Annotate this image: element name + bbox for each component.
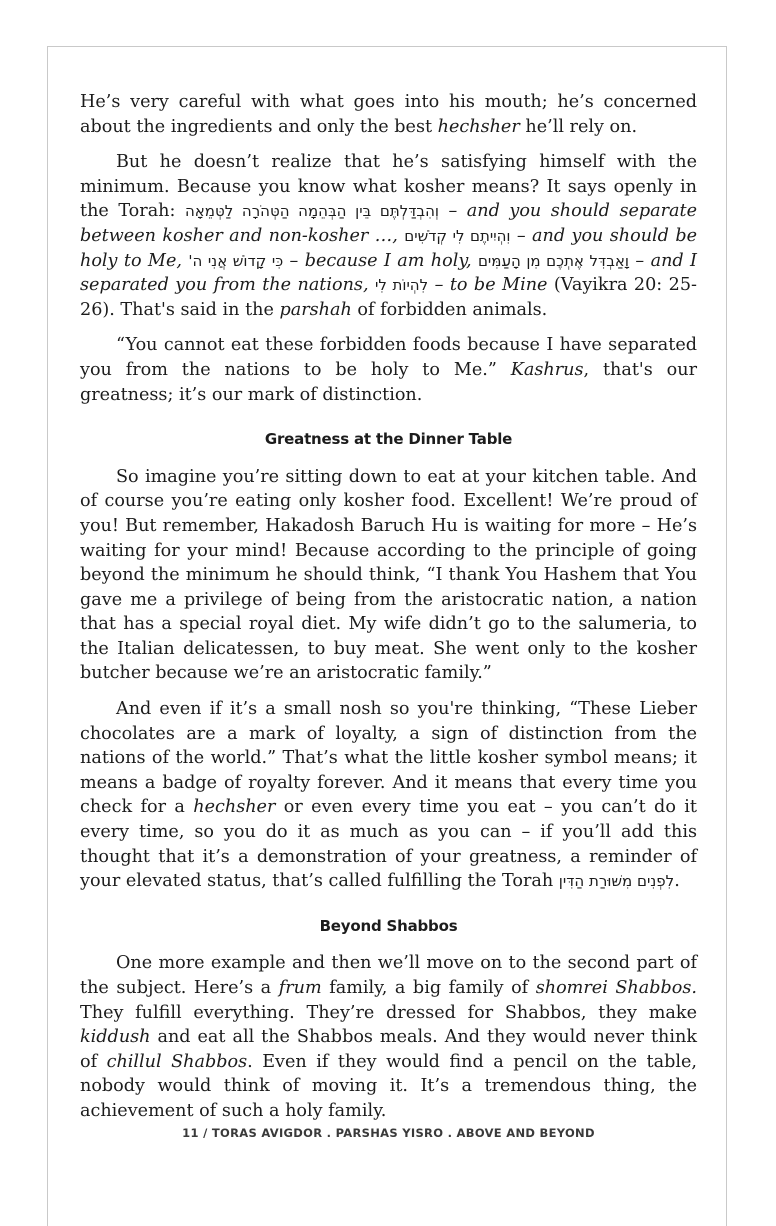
- text-span: One more example and then we’ll move on to the second part of the subject. Here’s a: [80, 953, 697, 998]
- translation: – and you should be holy to Me,: [80, 225, 697, 271]
- italic-term: hechsher: [437, 116, 520, 137]
- paragraph-small-nosh: [80, 697, 697, 894]
- text-span: of forbidden animals.: [351, 299, 548, 320]
- italic-term: parshah: [279, 299, 352, 320]
- page-footer: 11 / TORAS AVIGDOR . PARSHAS YISRO . ABOVE AND BEYOND: [182, 1126, 595, 1140]
- italic-term: shomrei Shabbos.: [535, 978, 697, 998]
- hebrew-quote: וְהִבְדַּלְתֶּם בֵּין הַבְּהֵמָה הַטְּהֹרָה לַטְּמֵאָה: [184, 202, 439, 221]
- paragraph-frum-family: [80, 951, 697, 1123]
- italic-term: Kashrus: [510, 359, 584, 380]
- text-span: And even if it’s a small nosh so you're thinking, “These Lieber chocolates are a mark of loyalty, a sign of distinction from the nations of the world.” That’s what the little kosher symbol means; it means a badge of royalty forever. And it means that every time you check for a: [80, 699, 697, 818]
- page-body: [80, 90, 697, 1135]
- text-span: family, a big family of: [321, 978, 536, 998]
- hebrew-quote: וִהְיִיתֶם לִי קְדֹשִׁים: [404, 226, 511, 245]
- text-span: or even every time you eat – you can’t do it every time, so you do it as much as you can – if you’ll add this thought that it’s a demonstration of your greatness, a reminder of your elevated status, that’s called fulfilling the Torah: [80, 797, 697, 892]
- text-span: (Vayikra 20: 25-26). That's said in the: [80, 275, 698, 320]
- text-span: He’s very careful with what goes into his mouth; he’s concerned about the ingredients and only the best: [80, 92, 697, 137]
- text-span: , that's our greatness; it’s our mark of distinction.: [80, 359, 698, 405]
- hebrew-quote: וָאַבְדִּל אֶתְכֶם מִן הָעַמִּים: [477, 251, 630, 270]
- translation: – and I separated you from the nations,: [80, 250, 698, 296]
- text-span: “You cannot eat these forbidden foods because I have separated you from the nations to be holy to Me.”: [80, 335, 697, 380]
- hebrew-quote: לִהְיוֹת לִי: [375, 276, 429, 295]
- italic-term: hechsher: [193, 797, 276, 818]
- paragraph-kitchen-table: So imagine you’re sitting down to eat at your kitchen table. And of course you’re eating only kosher food. Excellent! We’re proud of you! But remember, Hakadosh Baruch Hu is waiting for more – He’s waiting for your mind! Because according to the principle of going beyond the minimum he should think, “I thank You Hashem that You gave me a privilege of being from the aristocratic nation, a nation that has a special royal diet. My wife didn’t go to the salumeria, to the Italian delicatessen, to buy meat. She went only to the kosher butcher because we’re an aristocratic family.”: [80, 466, 697, 684]
- text-span: They fulfill everything. They’re dressed for Shabbos, they make: [80, 1002, 697, 1023]
- text-span: .: [674, 871, 680, 892]
- section-heading-beyond-shabbos: Beyond Shabbos: [319, 916, 458, 935]
- text-span: But he doesn’t realize that he’s satisfying himself with the minimum. Because you know what kosher means? It says openly in the Torah:: [80, 152, 697, 222]
- section-heading-dinner-table: Greatness at the Dinner Table: [264, 430, 513, 449]
- paragraph-careful-mouth: [80, 90, 697, 139]
- text-span: . Even if they would find a pencil on the table, nobody would think of moving it. It’s a tremendous thing, the achievement of such a holy family.: [80, 1051, 697, 1121]
- translation: – to be Mine: [428, 275, 548, 296]
- paragraph-forbidden-foods: [80, 333, 697, 407]
- hebrew-quote: כִּי קָדוֹשׁ אֲנִי ה': [188, 251, 284, 270]
- paragraph-kosher-meaning: [80, 150, 697, 322]
- text-span: he’ll rely on.: [519, 116, 638, 137]
- translation: – and you should separate between kosher and non-kosher …,: [80, 201, 698, 246]
- italic-term: kiddush: [80, 1027, 151, 1048]
- text-span: and eat all the Shabbos meals. And they would never think of: [80, 1027, 697, 1072]
- translation: – because I am holy,: [283, 250, 478, 271]
- italic-term: frum: [278, 978, 322, 998]
- italic-term: chillul Shabbos: [106, 1051, 248, 1072]
- hebrew-quote: לִפְנִים מִשּׁוּרַת הַדִּין: [558, 872, 675, 891]
